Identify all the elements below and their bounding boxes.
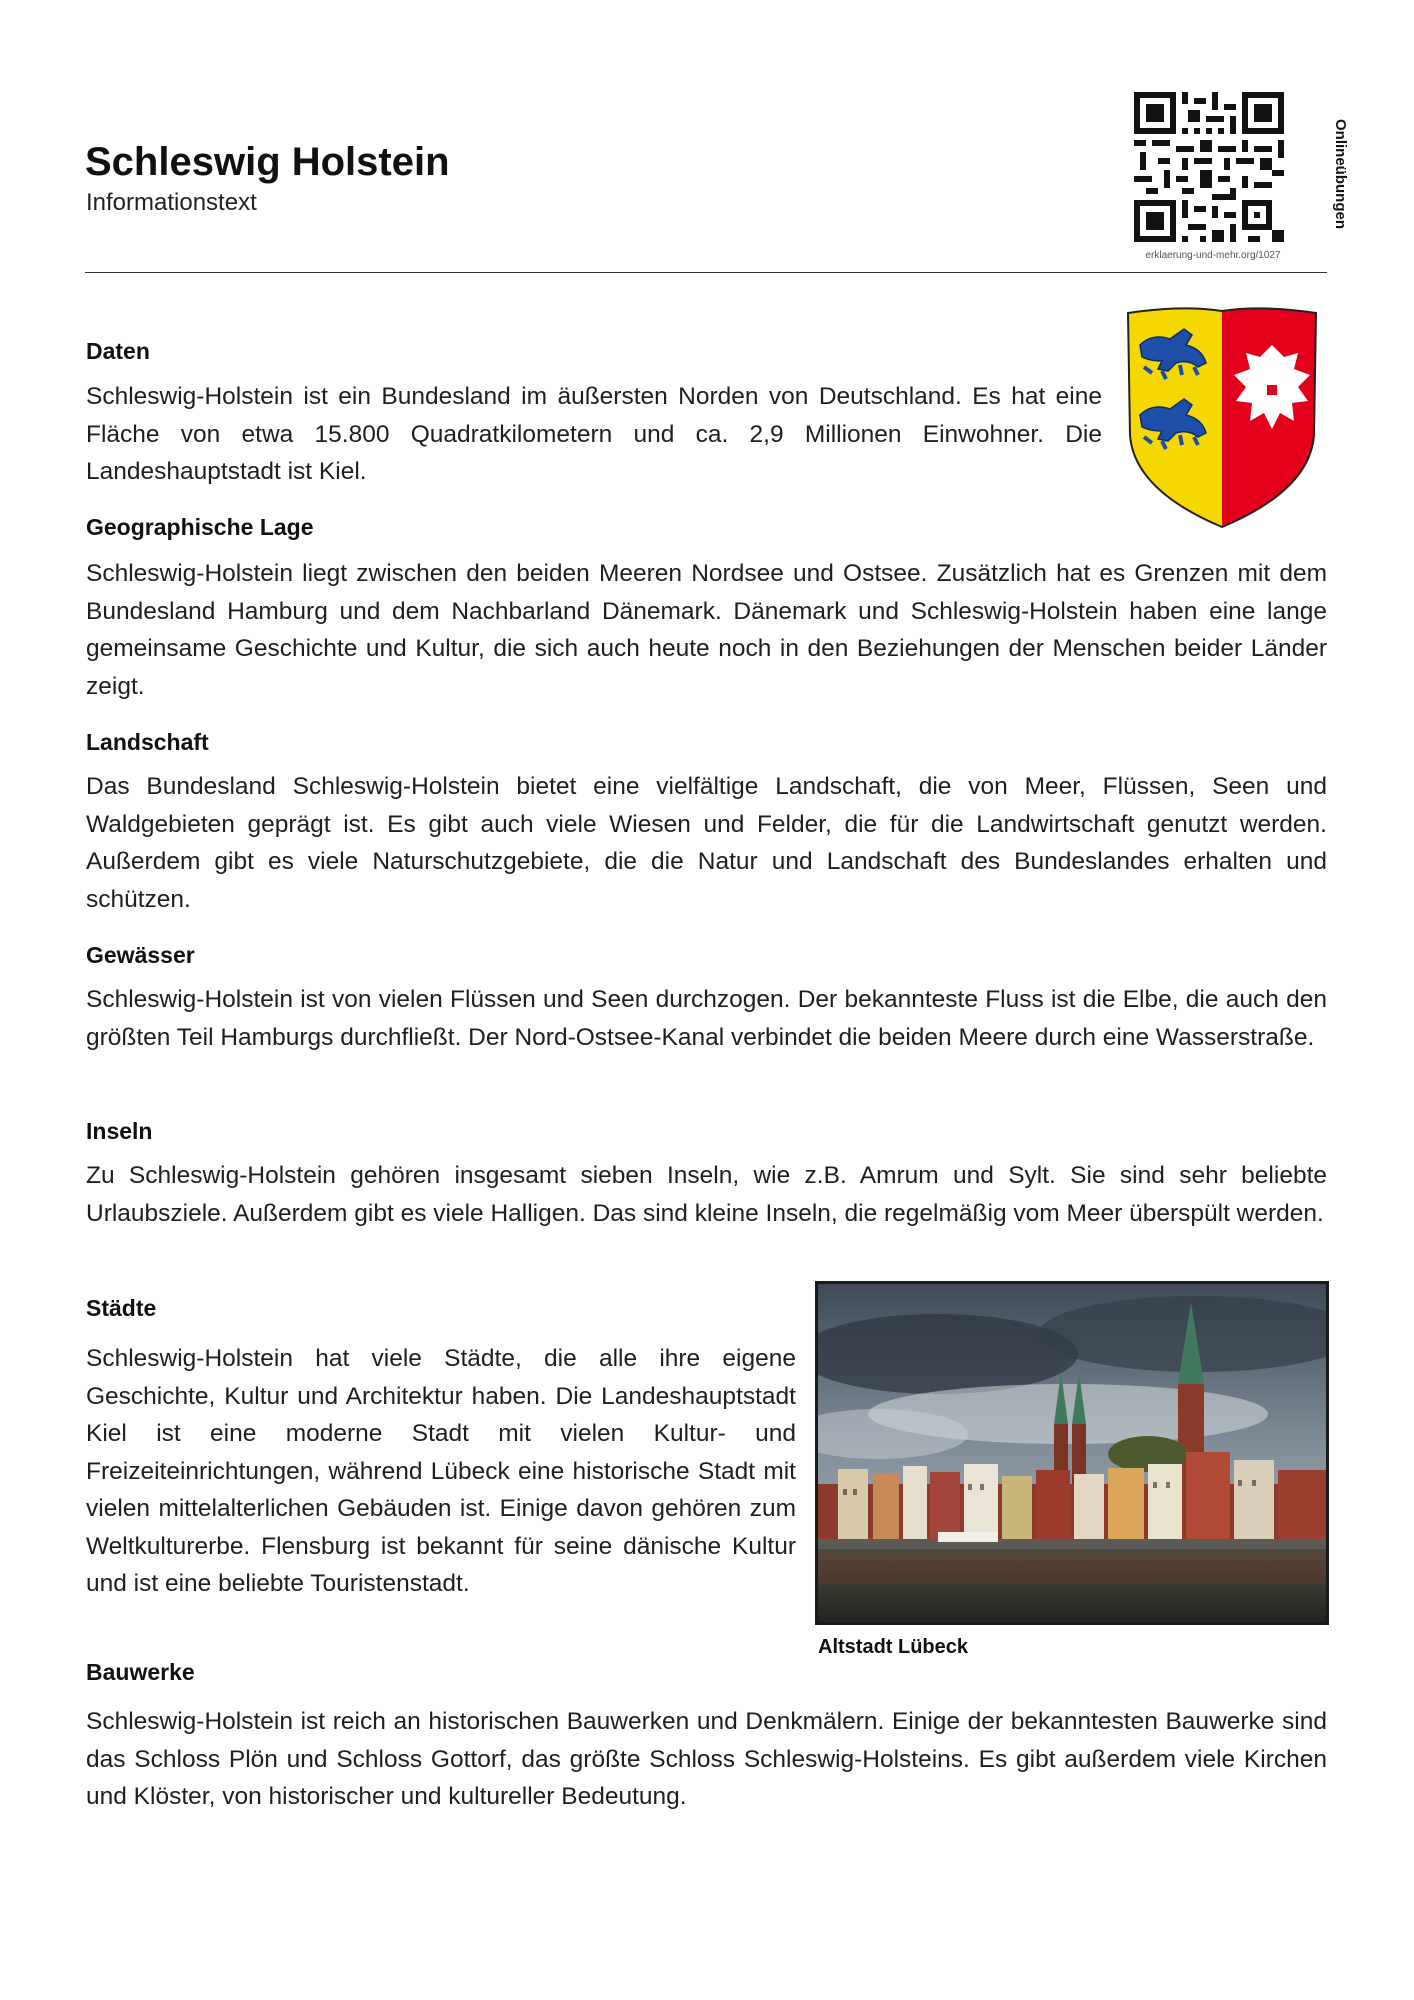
header-divider [85,272,1327,273]
section-heading-bauwerke: Bauwerke [86,1659,195,1685]
photo-caption: Altstadt Lübeck [818,1636,969,1658]
section-heading-daten: Daten [86,338,150,364]
online-exercises-label: Onlineübungen [1332,119,1349,229]
section-text-daten: Schleswig-Holstein ist ein Bundesland im äußersten Norden von Deutschland. Es hat eine Fläche von etwa 15.800 Quadratkilometern und ca. 2,9 Millionen Einwohner. Die Landeshauptstadt ist Kiel. [86,383,1102,485]
section-text-geographische-lage: Schleswig-Holstein liegt zwischen den beiden Meeren Nordsee und Ostsee. Zusätzlich hat es Grenzen mit dem Bundesland Hamburg und dem Nachbarland Dänemark. Dänemark und Schleswig-Holstein haben eine lange gemeinsame Geschichte und Kultur, die sich auch heute noch in den Beziehungen der Menschen beider Länder zeigt. [86,560,1327,700]
qr-code-icon[interactable] [1134,92,1284,242]
coat-of-arms-icon [1122,305,1322,530]
section-text-inseln: Zu Schleswig-Holstein gehören insgesamt sieben Inseln, wie z.B. Amrum und Sylt. Sie sind sehr beliebte Urlaubsziele. Außerdem gibt es viele Halligen. Das sind kleine Inseln, die regelmäßig vom Meer überspült werden. [86,1162,1327,1227]
section-heading-landschaft: Landschaft [86,729,209,755]
qr-url: erklaerung-und-mehr.org/1027 [1145,250,1281,261]
section-text-gewaesser: Schleswig-Holstein ist von vielen Flüssen und Seen durchzogen. Der bekannteste Fluss ist die Elbe, die auch den größten Teil Hamburgs durchfließt. Der Nord-Ostsee-Kanal verbindet die beiden Meere durch eine Wasserstraße. [86,986,1327,1051]
luebeck-skyline-image [818,1284,1326,1622]
page-subtitle: Informationstext [86,189,257,216]
section-text-staedte: Schleswig-Holstein hat viele Städte, die alle ihre eigene Geschichte, Kultur und Architektur haben. Die Landeshauptstadt Kiel ist eine moderne Stadt mit vielen Kultur- und Freizeiteinrichtungen, während Lübeck eine historische Stadt mit vielen mittelalterlichen Gebäuden ist. Einige davon gehören zum Weltkulturerbe. Flensburg ist bekannt für seine dänische Kultur und ist eine beliebte Touristenstadt. [86,1345,796,1597]
section-text-bauwerke: Schleswig-Holstein ist reich an historischen Bauwerken und Denkmälern. Einige der bekanntesten Bauwerke sind das Schloss Plön und Schloss Gottorf, das größte Schloss Schleswig-Holsteins. Es gibt außerdem viele Kirchen und Klöster, von historischer und kultureller Bedeutung. [86,1708,1327,1810]
section-heading-staedte: Städte [86,1295,157,1321]
page-title: Schleswig Holstein [85,140,450,184]
section-heading-inseln: Inseln [86,1118,153,1144]
section-heading-gewaesser: Gewässer [86,942,195,968]
luebeck-photo [815,1281,1329,1625]
section-heading-geographische-lage: Geographische Lage [86,514,314,540]
section-text-landschaft: Das Bundesland Schleswig-Holstein bietet eine vielfältige Landschaft, die von Meer, Flüssen, Seen und Waldgebieten geprägt ist. Es gibt auch viele Wiesen und Felder, die für die Landwirtschaft genutzt werden. Außerdem gibt es viele Naturschutzgebiete, die die Natur und Landschaft des Bundeslandes erhalten und schützen. [86,773,1327,913]
